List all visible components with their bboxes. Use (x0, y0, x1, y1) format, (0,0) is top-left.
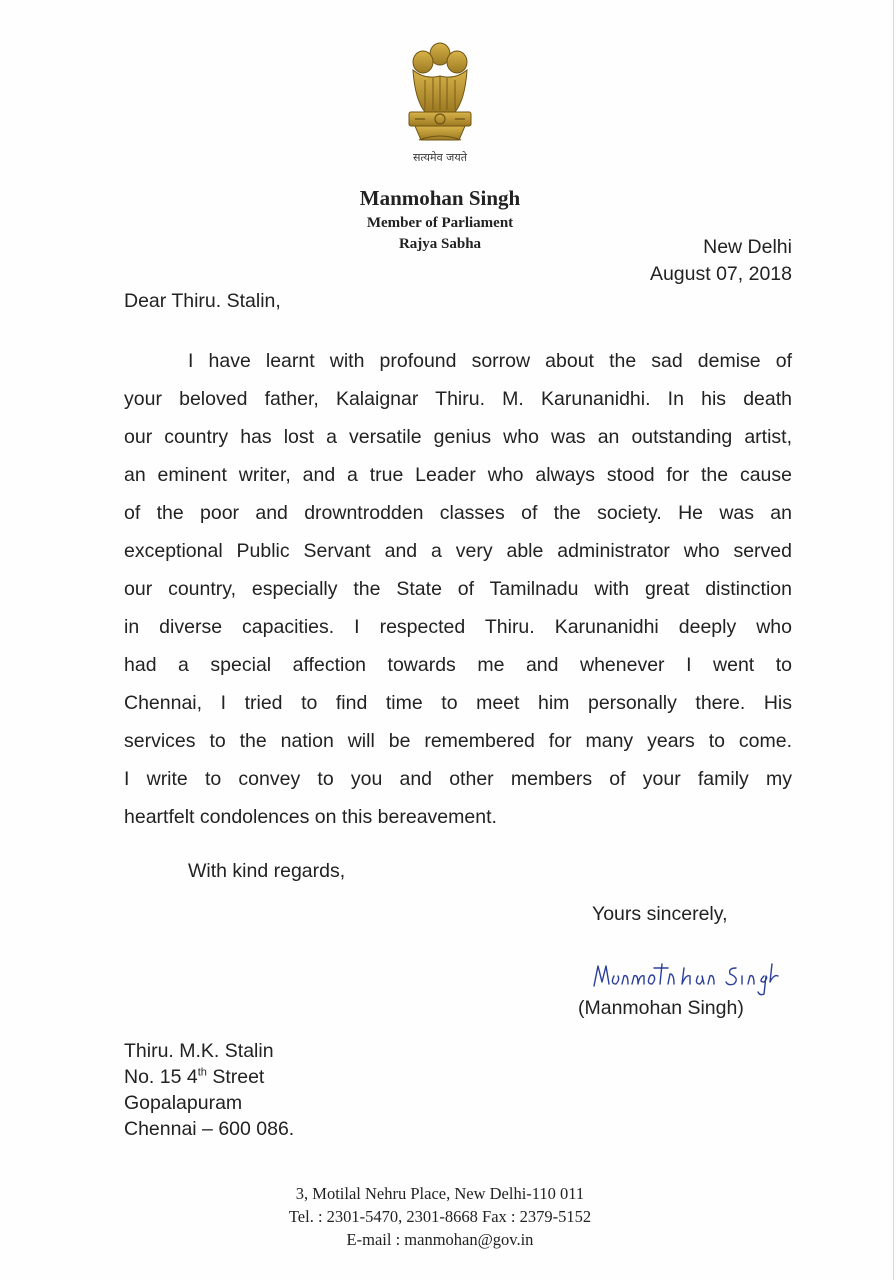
recipient-street-name: Street (206, 1066, 265, 1088)
body-line: of the poor and drowntrodden classes of the society. He was an (124, 502, 792, 524)
recipient-city: Chennai – 600 086. (124, 1118, 295, 1140)
footer-phone: Tel. : 2301-5470, 2301-8668 Fax : 2379-5152 (288, 1207, 592, 1226)
scan-edge (893, 0, 894, 1280)
body-line: heartfelt condolences on this bereavement. (124, 806, 497, 828)
body-line: your beloved father, Kalaignar Thiru. M. Karunanidhi. In his death (124, 388, 792, 410)
body-line: I have learnt with profound sorrow about the sad demise of (188, 350, 792, 372)
salutation: Dear Thiru. Stalin, (124, 290, 281, 312)
body-line: our country has lost a versatile genius who was an outstanding artist, (124, 426, 792, 448)
letterhead-house: Rajya Sabha (398, 236, 482, 252)
body-line: had a special affection towards me and whenever I went to (124, 654, 792, 676)
body-line: in diverse capacities. I respected Thiru. Karunanidhi deeply who (124, 616, 792, 638)
signatory-name: (Manmohan Singh) (578, 997, 744, 1019)
emblem-motto: सत्यमेव जयते (412, 151, 467, 164)
handwritten-signature (590, 958, 780, 998)
recipient-name: Thiru. M.K. Stalin (124, 1040, 274, 1062)
footer-address: 3, Motilal Nehru Place, New Delhi-110 011 (295, 1184, 585, 1203)
footer-email: E-mail : manmohan@gov.in (346, 1230, 534, 1249)
closing: With kind regards, (188, 860, 346, 882)
body-line: Chennai, I tried to find time to meet him personally there. His (124, 692, 792, 714)
body-line: services to the nation will be remembered for many years to come. (124, 730, 792, 752)
valediction: Yours sincerely, (592, 903, 728, 925)
recipient-locality: Gopalapuram (124, 1092, 243, 1114)
letter-place: New Delhi (703, 236, 792, 258)
recipient-street-suffix: th (197, 1066, 207, 1079)
body-line: exceptional Public Servant and a very able administrator who served (124, 540, 792, 562)
letterhead-name: Manmohan Singh (359, 186, 521, 210)
recipient-street (124, 1066, 264, 1089)
body-line: our country, especially the State of Tamilnadu with great distinction (124, 578, 792, 600)
letter-date: August 07, 2018 (649, 263, 792, 285)
letterhead-title: Member of Parliament (366, 215, 514, 231)
body-line: an eminent writer, and a true Leader who always stood for the cause (124, 464, 792, 486)
recipient-street-number: No. 15 4 (124, 1066, 198, 1088)
body-line: I write to convey to you and other members of your family my (124, 768, 792, 790)
